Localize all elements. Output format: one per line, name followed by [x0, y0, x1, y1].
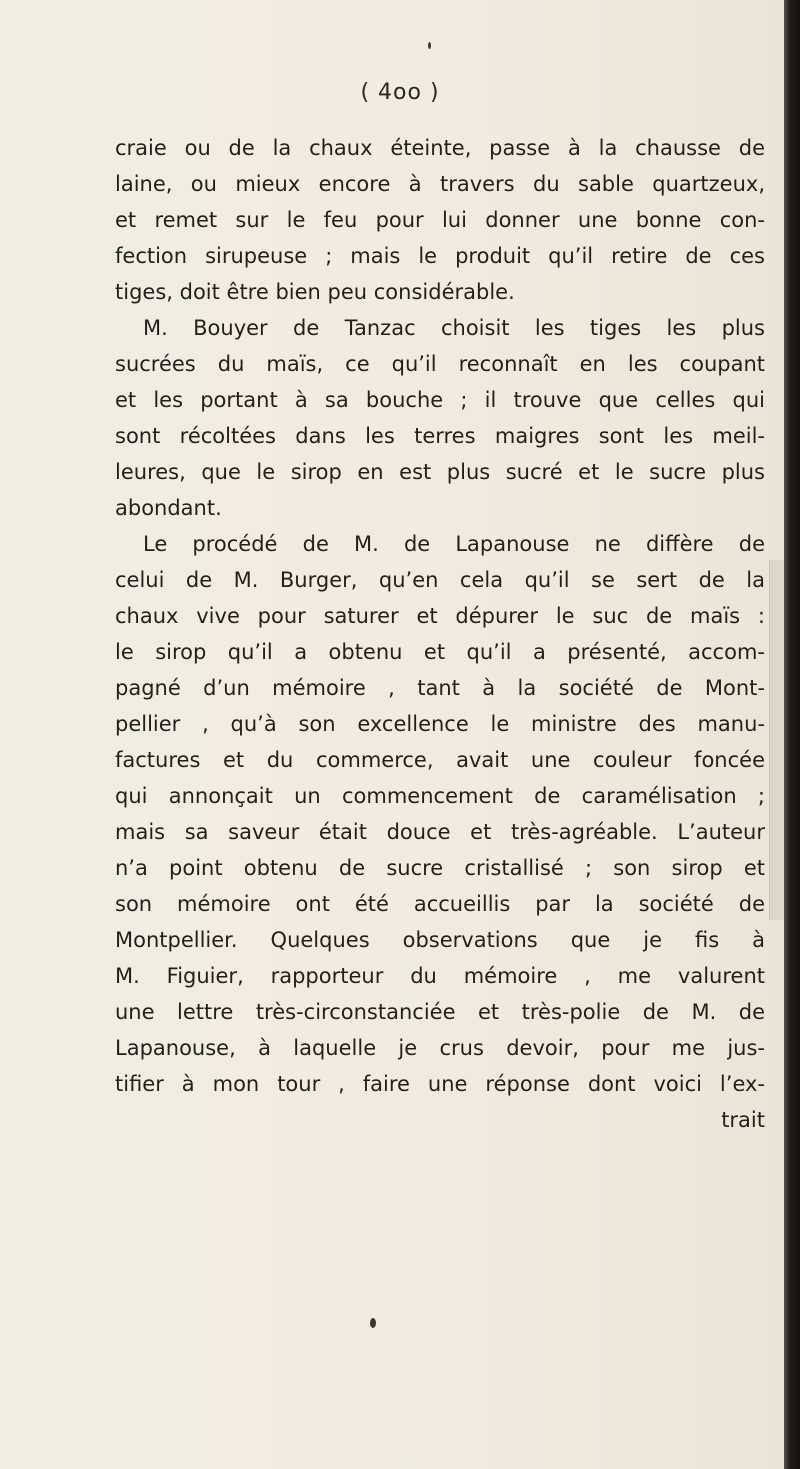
text-line: celui de M. Burger, qu’en cela qu’il se sert de la [115, 568, 765, 592]
text-line: sucrées du maïs, ce qu’il reconnaît en les coupant [115, 352, 765, 376]
text-line: tifier à mon tour , faire une réponse dont voici l’ex- [115, 1072, 765, 1096]
text-line: et les portant à sa bouche ; il trouve que celles qui [115, 388, 765, 412]
text-line: M. Bouyer de Tanzac choisit les tiges les plus [143, 316, 765, 340]
text-line: tiges, doit être bien peu considérable. [115, 280, 515, 304]
text-line: leures, que le sirop en est plus sucré et le sucre plus [115, 460, 765, 484]
text-line: une lettre très-circonstanciée et très-polie de M. de [115, 1000, 765, 1024]
text-line: sont récoltées dans les terres maigres sont les meil- [115, 424, 765, 448]
text-line: n’a point obtenu de sucre cristallisé ; son sirop et [115, 856, 765, 880]
text-line: et remet sur le feu pour lui donner une bonne con- [115, 208, 765, 232]
text-line: pellier , qu’à son excellence le ministre des manu- [115, 712, 765, 736]
page-number: ( 4oo ) [360, 80, 440, 105]
text-line: qui annonçait un commencement de caramélisation ; [115, 784, 765, 808]
text-line: fection sirupeuse ; mais le produit qu’il retire de ces [115, 244, 765, 268]
text-line: Lapanouse, à laquelle je crus devoir, pour me jus- [115, 1036, 765, 1060]
text-line: chaux vive pour saturer et dépurer le suc de maïs : [115, 604, 765, 628]
text-line: Le procédé de M. de Lapanouse ne diffère de [143, 532, 765, 556]
text-line: pagné d’un mémoire , tant à la société de Mont- [115, 676, 765, 700]
ink-speck [428, 42, 431, 49]
ink-speck [370, 1318, 376, 1328]
text-line: M. Figuier, rapporteur du mémoire , me valurent [115, 964, 765, 988]
text-line: craie ou de la chaux éteinte, passe à la chausse de [115, 136, 765, 160]
text-line: le sirop qu’il a obtenu et qu’il a présenté, accom- [115, 640, 765, 664]
catchword: trait [721, 1108, 765, 1132]
page-edge-shadow [784, 0, 800, 1469]
text-line: son mémoire ont été accueillis par la société de [115, 892, 765, 916]
text-line: mais sa saveur était douce et très-agréable. L’auteur [115, 820, 765, 844]
body-text [115, 130, 765, 1138]
text-line: abondant. [115, 496, 222, 520]
text-line: laine, ou mieux encore à travers du sable quartzeux, [115, 172, 765, 196]
text-line: Montpellier. Quelques observations que je fis à [115, 928, 765, 952]
text-line: factures et du commerce, avait une couleur foncée [115, 748, 765, 772]
adjacent-page-strip [769, 560, 784, 920]
